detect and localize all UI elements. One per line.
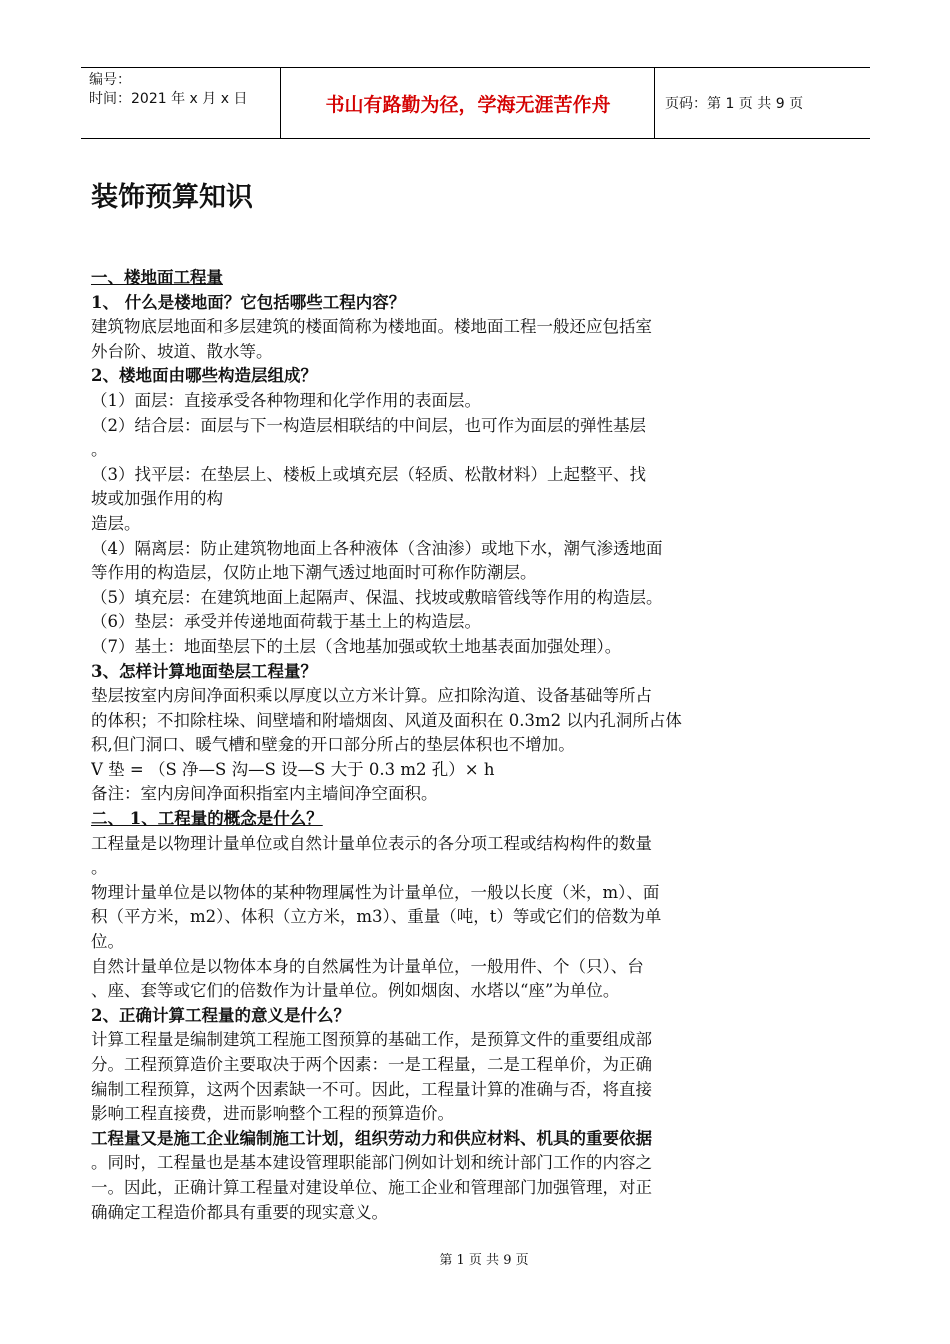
page-footer: 第 1 页 共 9 页	[439, 1253, 529, 1268]
body-text-line: 物理计量单位是以物体的某种物理属性为计量单位，一般以长度（米，m）、面	[91, 882, 660, 902]
body-text-line: 垫层按室内房间净面积乘以厚度以立方米计算。应扣除沟道、设备基础等所占	[91, 686, 652, 706]
body-text-line: （5）填充层：在建筑地面上起隔声、保温、找坡或敷暗管线等作用的构造层。	[91, 587, 663, 607]
body-text-line: 确确定工程造价都具有重要的现实意义。	[91, 1202, 388, 1222]
page-header	[81, 67, 870, 139]
body-text-line: 。	[91, 440, 108, 460]
motto-text: 书山有路勤为径，学海无涯苦作舟	[325, 93, 611, 116]
date-label: 时间：2021 年 x 月 x 日	[89, 91, 248, 107]
header-left-cell	[81, 68, 281, 138]
section-heading: 二、 1、工程量的概念是什么？	[91, 809, 323, 829]
body-text-line: 影响工程直接费，进而影响整个工程的预算造价。	[91, 1104, 454, 1124]
body-text-line: 、座、套等或它们的倍数作为计量单位。例如烟囱、水塔以“座”为单位。	[91, 981, 620, 1001]
section-heading: 3、怎样计算地面垫层工程量？	[91, 661, 317, 681]
body-text-line: 编制工程预算，这两个因素缺一不可。因此，工程量计算的准确与否，将直接	[91, 1079, 652, 1099]
section-heading: 工程量又是施工企业编制施工计划，组织劳动力和供应材料、机具的重要依据	[91, 1128, 652, 1148]
section-heading: 2、正确计算工程量的意义是什么？	[91, 1005, 350, 1025]
body-text-line: 工程量是以物理计量单位或自然计量单位表示的各分项工程或结构构件的数量	[91, 833, 652, 853]
body-text-line: （7）基土：地面垫层下的土层（含地基加强或软土地基表面加强处理）。	[91, 636, 622, 656]
body-text-line: 。	[91, 858, 108, 878]
number-label: 编号：	[89, 72, 131, 88]
body-text-line: 的体积；不扣除柱垛、间壁墙和附墙烟囱、风道及面积在 0.3m2 以内孔洞所占体	[91, 710, 682, 730]
body-text-line: 位。	[91, 932, 124, 952]
section-heading: 一、楼地面工程量	[91, 268, 223, 287]
body-text-line: 。同时，工程量也是基本建设管理职能部门例如计划和统计部门工作的内容之	[91, 1153, 652, 1173]
body-text-line: （4）隔离层：防止建筑物地面上各种液体（含油渗）或地下水，潮气渗透地面	[91, 538, 663, 558]
document-body	[91, 266, 759, 1225]
body-text-line: 计算工程量是编制建筑工程施工图预算的基础工作，是预算文件的重要组成部	[91, 1030, 652, 1050]
body-text-line: 备注：室内房间净面积指室内主墙间净空面积。	[91, 784, 438, 804]
section-heading: 2、楼地面由哪些构造层组成？	[91, 366, 317, 386]
page-info: 页码：第 1 页 共 9 页	[665, 96, 804, 112]
body-text-line: （6）垫层：承受并传递地面荷载于基土上的构造层。	[91, 612, 481, 632]
document-title: 装饰预算知识	[91, 182, 253, 213]
section-heading: 1、 什么是楼地面？它包括哪些工程内容？	[91, 292, 406, 312]
body-text-line: V 垫 = （S 净—S 沟—S 设—S 大于 0.3 m2 孔）× h	[91, 759, 495, 779]
body-text-line: 自然计量单位是以物体本身的自然属性为计量单位，一般用件、个（只）、台	[91, 956, 644, 976]
body-text-line: 建筑物底层地面和多层建筑的楼面简称为楼地面。楼地面工程一般还应包括室	[91, 317, 652, 337]
body-text-line: 外台阶、坡道、散水等。	[91, 341, 273, 361]
body-text-line: 积（平方米，m2）、体积（立方米，m3）、重量（吨，t）等或它们的倍数为单	[91, 907, 662, 927]
body-text-line: （2）结合层：面层与下一构造层相联结的中间层，也可作为面层的弹性基层	[91, 415, 646, 435]
header-page-cell	[655, 68, 870, 138]
body-text-line: 等作用的构造层，仅防止地下潮气透过地面时可称作防潮层。	[91, 563, 537, 583]
body-text-line: 积,但门洞口、暖气槽和壁龛的开口部分所占的垫层体积也不增加。	[91, 735, 575, 755]
body-text-line: 分。工程预算造价主要取决于两个因素：一是工程量，二是工程单价，为正确	[91, 1055, 652, 1074]
header-motto-cell	[282, 68, 655, 138]
body-text-line: 造层。	[91, 513, 141, 533]
body-text-line: （1）面层：直接承受各种物理和化学作用的表面层。	[91, 390, 481, 410]
body-text-line: 一。因此，正确计算工程量对建设单位、施工企业和管理部门加强管理，对正	[91, 1177, 652, 1197]
body-text-line: 坡或加强作用的构	[91, 489, 223, 509]
body-text-line: （3）找平层：在垫层上、楼板上或填充层（轻质、松散材料）上起整平、找	[91, 464, 646, 484]
